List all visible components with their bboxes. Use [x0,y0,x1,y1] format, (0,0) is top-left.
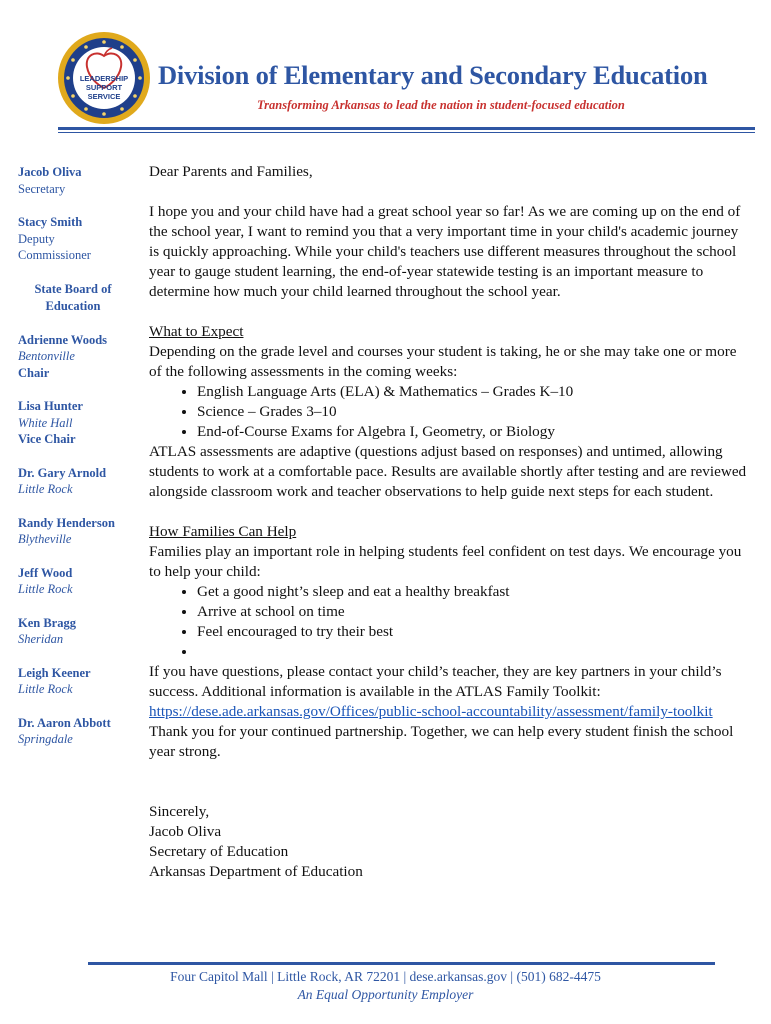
member-name: Dr. Gary Arnold [18,465,107,480]
help-list [149,582,749,662]
leadership-seal-logo [56,30,152,126]
letter-body [149,162,749,882]
list-item: • Get a good night’s sleep and eat a healthy breakfast [197,582,749,602]
signer-title: Secretary of Education [149,843,289,860]
member-location: Bentonville [18,349,75,363]
questions-paragraph: If you have questions, please contact your child’s teacher, they are key partners in your child’s success. Additional information is available in the ATLAS Family Toolkit: [149,663,722,700]
board-member [18,565,138,598]
footer-divider [88,962,715,965]
header-divider-thin [58,132,755,133]
board-member [18,465,138,498]
footer-eoe: An Equal Opportunity Employer [297,987,474,1002]
intro-paragraph: I hope you and your child have had a great school year so far! As we are coming up on the end of the school year, I want to remind you that a very important time in your child's academic journey is quickly approaching. While your child's teachers use different measures throughout the school year to gauge student learning, the end-of-year statewide testing is an important measure to determine how much your child learned throughout the school year. [149,203,741,300]
org-tagline: Transforming Arkansas to lead the nation in student-focused education [257,98,625,112]
board-member [18,332,138,382]
member-location: Little Rock [18,582,73,596]
footer-address: Four Capitol Mall | Little Rock, AR 72201 | dese.arkansas.gov | (501) 682-4475 [170,969,601,984]
deputy-name: Stacy Smith [18,215,83,229]
list-item: • End-of-Course Exams for Algebra I, Geometry, or Biology [197,422,749,442]
board-member [18,715,138,748]
secretary-role: Secretary [18,181,66,196]
expect-heading: What to Expect [149,323,244,340]
greeting: Dear Parents and Families, [149,163,313,180]
member-location: Blytheville [18,532,72,546]
board-member [18,515,138,548]
list-item [197,642,749,662]
member-location: Little Rock [18,682,73,696]
atlas-paragraph: ATLAS assessments are adaptive (questions adjust based on responses) and untimed, allowing students to work at a comfortable pace. Results are available shortly after testing and are reviewed alongside classroom work and teacher observations to help guide next steps for each student. [149,443,747,500]
org-title: Division of Elementary and Secondary Education [158,60,708,90]
help-heading: How Families Can Help [149,523,297,540]
member-office: Vice Chair [18,432,76,446]
deputy-role-line2: Commissioner [18,248,91,262]
signer-org: Arkansas Department of Education [149,863,363,880]
assessment-list [149,382,749,442]
svg-text:SUPPORT: SUPPORT [85,83,123,92]
expect-paragraph: Depending on the grade level and courses your student is taking, he or she may take one or more of the following assessments in the coming weeks: [149,343,737,380]
list-item: • Arrive at school on time [197,602,749,622]
member-location: Little Rock [18,482,73,496]
list-item: • Feel encouraged to try their best [197,622,749,642]
board-heading [18,281,128,315]
member-name: Randy Henderson [18,515,115,530]
member-office: Chair [18,365,50,380]
member-location: Springdale [18,732,73,746]
signer-name: Jacob Oliva [149,823,222,840]
sidebar-secretary [18,164,138,197]
board-heading-line2: Education [45,298,101,313]
member-name: Ken Bragg [18,615,76,630]
secretary-name: Jacob Oliva [18,165,82,179]
board-member [18,665,138,698]
thanks-paragraph: Thank you for your continued partnership. Together, we can help every student finish the school year strong. [149,723,734,760]
sidebar-leadership [18,164,138,765]
board-member [18,615,138,648]
member-name: Adrienne Woods [18,332,108,347]
svg-text:SERVICE: SERVICE [87,92,121,101]
closing: Sincerely, [149,803,210,820]
member-name: Lisa Hunter [18,399,83,413]
member-name: Dr. Aaron Abbott [18,715,111,730]
list-item: • English Language Arts (ELA) & Mathematics – Grades K–10 [197,382,749,402]
member-name: Jeff Wood [18,565,73,580]
member-location: White Hall [18,415,73,430]
member-location: Sheridan [18,632,64,646]
board-heading-line1: State Board of [34,281,112,296]
deputy-role-line1: Deputy [18,231,55,246]
header-divider [58,127,755,130]
board-member [18,398,138,448]
list-item: • Science – Grades 3–10 [197,402,749,422]
svg-text:LEADERSHIP: LEADERSHIP [79,74,129,83]
member-name: Leigh Keener [18,665,91,680]
family-toolkit-link[interactable]: https://dese.ade.arkansas.gov/Offices/public-school-accountability/assessment/family-toolkit [149,703,713,720]
help-paragraph: Families play an important role in helping students feel confident on test days. We encourage you to help your child: [149,543,742,580]
sidebar-deputy [18,214,138,264]
